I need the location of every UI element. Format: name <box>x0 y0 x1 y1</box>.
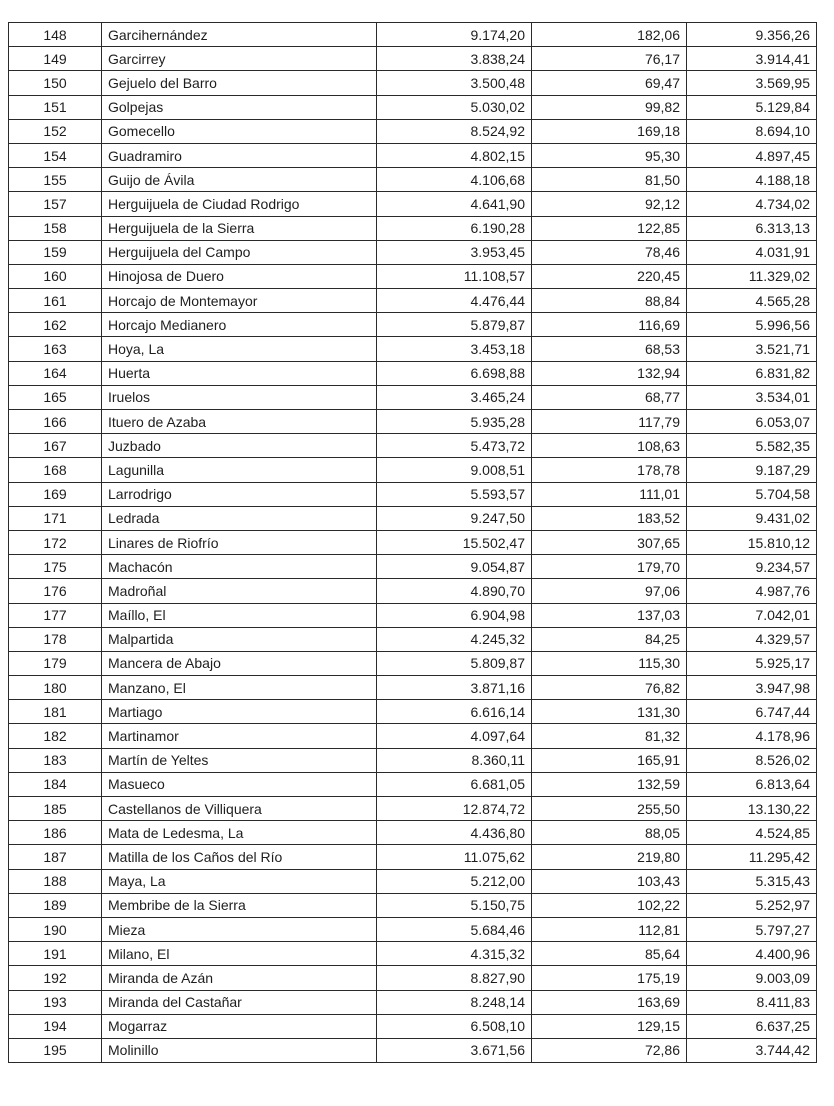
municipality-name-cell: Herguijuela de la Sierra <box>102 216 377 240</box>
table-row <box>9 990 817 1014</box>
amount-cell-2: 165,91 <box>532 748 687 772</box>
municipality-name-cell: Gomecello <box>102 119 377 143</box>
municipality-name-cell: Masueco <box>102 772 377 796</box>
amount-cell-1: 5.593,57 <box>377 482 532 506</box>
amount-total-cell: 4.031,91 <box>687 240 817 264</box>
row-number-cell: 191 <box>9 942 102 966</box>
amount-cell-2: 255,50 <box>532 797 687 821</box>
amount-cell-1: 4.097,64 <box>377 724 532 748</box>
table-row <box>9 385 817 409</box>
amount-cell-2: 76,17 <box>532 47 687 71</box>
amount-cell-2: 183,52 <box>532 506 687 530</box>
table-row <box>9 748 817 772</box>
municipality-name-cell: Hinojosa de Duero <box>102 264 377 288</box>
municipality-name-cell: Miranda del Castañar <box>102 990 377 1014</box>
municipality-name-cell: Maíllo, El <box>102 603 377 627</box>
row-number-cell: 179 <box>9 651 102 675</box>
table-row <box>9 603 817 627</box>
amount-total-cell: 3.744,42 <box>687 1038 817 1062</box>
amount-cell-1: 4.315,32 <box>377 942 532 966</box>
row-number-cell: 154 <box>9 143 102 167</box>
amount-total-cell: 4.400,96 <box>687 942 817 966</box>
amount-cell-2: 97,06 <box>532 579 687 603</box>
amount-cell-2: 116,69 <box>532 313 687 337</box>
amount-cell-2: 76,82 <box>532 676 687 700</box>
amount-cell-1: 4.106,68 <box>377 168 532 192</box>
amount-total-cell: 8.694,10 <box>687 119 817 143</box>
amount-cell-1: 3.465,24 <box>377 385 532 409</box>
row-number-cell: 148 <box>9 23 102 47</box>
municipality-name-cell: Lagunilla <box>102 458 377 482</box>
municipality-name-cell: Iruelos <box>102 385 377 409</box>
amount-cell-2: 99,82 <box>532 95 687 119</box>
municipality-name-cell: Martiago <box>102 700 377 724</box>
table-row <box>9 942 817 966</box>
table-row <box>9 530 817 554</box>
amount-total-cell: 3.569,95 <box>687 71 817 95</box>
row-number-cell: 163 <box>9 337 102 361</box>
municipality-name-cell: Madroñal <box>102 579 377 603</box>
row-number-cell: 177 <box>9 603 102 627</box>
table-row <box>9 917 817 941</box>
row-number-cell: 182 <box>9 724 102 748</box>
municipality-name-cell: Membribe de la Sierra <box>102 893 377 917</box>
table-row <box>9 95 817 119</box>
amount-cell-1: 8.827,90 <box>377 966 532 990</box>
amount-cell-1: 3.953,45 <box>377 240 532 264</box>
table-row <box>9 893 817 917</box>
amount-cell-2: 95,30 <box>532 143 687 167</box>
amount-cell-2: 179,70 <box>532 555 687 579</box>
amount-total-cell: 4.329,57 <box>687 627 817 651</box>
row-number-cell: 159 <box>9 240 102 264</box>
municipality-name-cell: Mogarraz <box>102 1014 377 1038</box>
amount-cell-1: 8.248,14 <box>377 990 532 1014</box>
municipality-name-cell: Larrodrigo <box>102 482 377 506</box>
row-number-cell: 151 <box>9 95 102 119</box>
amount-cell-2: 102,22 <box>532 893 687 917</box>
amount-cell-2: 84,25 <box>532 627 687 651</box>
municipality-name-cell: Martinamor <box>102 724 377 748</box>
amount-total-cell: 9.356,26 <box>687 23 817 47</box>
table-row <box>9 1014 817 1038</box>
municipality-name-cell: Castellanos de Villiquera <box>102 797 377 821</box>
row-number-cell: 167 <box>9 434 102 458</box>
table-row <box>9 458 817 482</box>
amount-cell-2: 163,69 <box>532 990 687 1014</box>
amount-total-cell: 4.734,02 <box>687 192 817 216</box>
table-row <box>9 627 817 651</box>
amount-cell-1: 6.616,14 <box>377 700 532 724</box>
amount-total-cell: 4.565,28 <box>687 289 817 313</box>
municipality-name-cell: Hoya, La <box>102 337 377 361</box>
municipality-name-cell: Matilla de los Caños del Río <box>102 845 377 869</box>
amount-cell-2: 69,47 <box>532 71 687 95</box>
amount-total-cell: 5.704,58 <box>687 482 817 506</box>
row-number-cell: 192 <box>9 966 102 990</box>
amount-cell-1: 3.500,48 <box>377 71 532 95</box>
table-row <box>9 289 817 313</box>
amount-total-cell: 6.313,13 <box>687 216 817 240</box>
amount-cell-1: 3.838,24 <box>377 47 532 71</box>
amount-cell-1: 4.476,44 <box>377 289 532 313</box>
amount-cell-1: 5.809,87 <box>377 651 532 675</box>
amount-total-cell: 11.329,02 <box>687 264 817 288</box>
table-row <box>9 966 817 990</box>
row-number-cell: 193 <box>9 990 102 1014</box>
table-row <box>9 579 817 603</box>
row-number-cell: 160 <box>9 264 102 288</box>
amount-cell-2: 137,03 <box>532 603 687 627</box>
row-number-cell: 180 <box>9 676 102 700</box>
amount-cell-2: 117,79 <box>532 410 687 434</box>
table-row <box>9 700 817 724</box>
row-number-cell: 165 <box>9 385 102 409</box>
row-number-cell: 195 <box>9 1038 102 1062</box>
amount-total-cell: 4.524,85 <box>687 821 817 845</box>
table-row <box>9 264 817 288</box>
amount-total-cell: 3.521,71 <box>687 337 817 361</box>
table-row <box>9 71 817 95</box>
municipality-table <box>8 22 817 1063</box>
municipality-name-cell: Herguijuela de Ciudad Rodrigo <box>102 192 377 216</box>
table-row <box>9 772 817 796</box>
amount-total-cell: 15.810,12 <box>687 530 817 554</box>
row-number-cell: 186 <box>9 821 102 845</box>
row-number-cell: 187 <box>9 845 102 869</box>
row-number-cell: 183 <box>9 748 102 772</box>
municipality-name-cell: Ledrada <box>102 506 377 530</box>
row-number-cell: 172 <box>9 530 102 554</box>
municipality-name-cell: Martín de Yeltes <box>102 748 377 772</box>
amount-cell-1: 4.436,80 <box>377 821 532 845</box>
municipality-name-cell: Milano, El <box>102 942 377 966</box>
amount-total-cell: 5.925,17 <box>687 651 817 675</box>
amount-cell-2: 220,45 <box>532 264 687 288</box>
amount-total-cell: 5.315,43 <box>687 869 817 893</box>
table-row <box>9 23 817 47</box>
amount-cell-2: 92,12 <box>532 192 687 216</box>
amount-total-cell: 9.234,57 <box>687 555 817 579</box>
amount-total-cell: 4.897,45 <box>687 143 817 167</box>
amount-total-cell: 4.178,96 <box>687 724 817 748</box>
row-number-cell: 188 <box>9 869 102 893</box>
amount-cell-2: 219,80 <box>532 845 687 869</box>
table-row <box>9 821 817 845</box>
row-number-cell: 164 <box>9 361 102 385</box>
table-row <box>9 47 817 71</box>
amount-cell-2: 108,63 <box>532 434 687 458</box>
row-number-cell: 190 <box>9 917 102 941</box>
amount-cell-2: 81,50 <box>532 168 687 192</box>
table-row <box>9 797 817 821</box>
municipality-name-cell: Molinillo <box>102 1038 377 1062</box>
amount-cell-1: 3.671,56 <box>377 1038 532 1062</box>
amount-total-cell: 4.188,18 <box>687 168 817 192</box>
amount-total-cell: 4.987,76 <box>687 579 817 603</box>
amount-cell-2: 122,85 <box>532 216 687 240</box>
amount-total-cell: 3.947,98 <box>687 676 817 700</box>
municipality-name-cell: Machacón <box>102 555 377 579</box>
amount-cell-1: 9.247,50 <box>377 506 532 530</box>
row-number-cell: 175 <box>9 555 102 579</box>
row-number-cell: 158 <box>9 216 102 240</box>
municipality-name-cell: Juzbado <box>102 434 377 458</box>
table-row <box>9 676 817 700</box>
amount-cell-2: 175,19 <box>532 966 687 990</box>
municipality-name-cell: Guadramiro <box>102 143 377 167</box>
row-number-cell: 162 <box>9 313 102 337</box>
municipality-name-cell: Gejuelo del Barro <box>102 71 377 95</box>
amount-cell-1: 4.641,90 <box>377 192 532 216</box>
amount-cell-1: 5.473,72 <box>377 434 532 458</box>
amount-total-cell: 11.295,42 <box>687 845 817 869</box>
amount-total-cell: 13.130,22 <box>687 797 817 821</box>
row-number-cell: 157 <box>9 192 102 216</box>
municipality-name-cell: Huerta <box>102 361 377 385</box>
amount-cell-1: 5.150,75 <box>377 893 532 917</box>
municipality-name-cell: Manzano, El <box>102 676 377 700</box>
amount-total-cell: 6.831,82 <box>687 361 817 385</box>
amount-cell-2: 72,86 <box>532 1038 687 1062</box>
municipality-name-cell: Ituero de Azaba <box>102 410 377 434</box>
amount-cell-2: 103,43 <box>532 869 687 893</box>
amount-cell-1: 12.874,72 <box>377 797 532 821</box>
table-row <box>9 845 817 869</box>
municipality-name-cell: Linares de Riofrío <box>102 530 377 554</box>
municipality-name-cell: Malpartida <box>102 627 377 651</box>
amount-cell-1: 4.890,70 <box>377 579 532 603</box>
amount-cell-1: 6.508,10 <box>377 1014 532 1038</box>
amount-cell-1: 6.698,88 <box>377 361 532 385</box>
table-row <box>9 361 817 385</box>
table-row <box>9 313 817 337</box>
row-number-cell: 155 <box>9 168 102 192</box>
amount-total-cell: 9.003,09 <box>687 966 817 990</box>
row-number-cell: 178 <box>9 627 102 651</box>
amount-cell-1: 5.030,02 <box>377 95 532 119</box>
amount-cell-1: 4.245,32 <box>377 627 532 651</box>
amount-cell-2: 88,05 <box>532 821 687 845</box>
table-row <box>9 119 817 143</box>
amount-cell-2: 132,59 <box>532 772 687 796</box>
table-row <box>9 434 817 458</box>
row-number-cell: 166 <box>9 410 102 434</box>
amount-total-cell: 8.411,83 <box>687 990 817 1014</box>
amount-cell-1: 8.524,92 <box>377 119 532 143</box>
municipality-name-cell: Mieza <box>102 917 377 941</box>
row-number-cell: 171 <box>9 506 102 530</box>
row-number-cell: 161 <box>9 289 102 313</box>
amount-cell-1: 3.453,18 <box>377 337 532 361</box>
table-body <box>9 23 817 1063</box>
municipality-name-cell: Horcajo Medianero <box>102 313 377 337</box>
amount-cell-1: 4.802,15 <box>377 143 532 167</box>
amount-cell-1: 9.008,51 <box>377 458 532 482</box>
amount-cell-1: 9.054,87 <box>377 555 532 579</box>
table-row <box>9 555 817 579</box>
amount-cell-1: 6.190,28 <box>377 216 532 240</box>
amount-total-cell: 9.187,29 <box>687 458 817 482</box>
amount-total-cell: 5.252,97 <box>687 893 817 917</box>
amount-cell-2: 307,65 <box>532 530 687 554</box>
amount-cell-1: 9.174,20 <box>377 23 532 47</box>
amount-cell-1: 11.108,57 <box>377 264 532 288</box>
amount-cell-1: 8.360,11 <box>377 748 532 772</box>
municipality-name-cell: Horcajo de Montemayor <box>102 289 377 313</box>
row-number-cell: 194 <box>9 1014 102 1038</box>
amount-cell-1: 5.212,00 <box>377 869 532 893</box>
municipality-name-cell: Mata de Ledesma, La <box>102 821 377 845</box>
amount-cell-1: 15.502,47 <box>377 530 532 554</box>
table-row <box>9 337 817 361</box>
municipality-name-cell: Guijo de Ávila <box>102 168 377 192</box>
amount-cell-2: 88,84 <box>532 289 687 313</box>
amount-total-cell: 6.747,44 <box>687 700 817 724</box>
amount-cell-2: 178,78 <box>532 458 687 482</box>
amount-cell-2: 68,77 <box>532 385 687 409</box>
municipality-name-cell: Mancera de Abajo <box>102 651 377 675</box>
amount-cell-1: 6.681,05 <box>377 772 532 796</box>
table-row <box>9 1038 817 1062</box>
table-row <box>9 192 817 216</box>
table-row <box>9 410 817 434</box>
row-number-cell: 181 <box>9 700 102 724</box>
amount-cell-1: 5.684,46 <box>377 917 532 941</box>
row-number-cell: 149 <box>9 47 102 71</box>
row-number-cell: 176 <box>9 579 102 603</box>
row-number-cell: 150 <box>9 71 102 95</box>
amount-total-cell: 6.053,07 <box>687 410 817 434</box>
amount-cell-1: 5.935,28 <box>377 410 532 434</box>
table-row <box>9 143 817 167</box>
amount-total-cell: 5.797,27 <box>687 917 817 941</box>
amount-cell-2: 169,18 <box>532 119 687 143</box>
row-number-cell: 168 <box>9 458 102 482</box>
amount-total-cell: 3.534,01 <box>687 385 817 409</box>
table-row <box>9 869 817 893</box>
amount-total-cell: 9.431,02 <box>687 506 817 530</box>
amount-cell-2: 131,30 <box>532 700 687 724</box>
row-number-cell: 152 <box>9 119 102 143</box>
row-number-cell: 169 <box>9 482 102 506</box>
amount-cell-1: 3.871,16 <box>377 676 532 700</box>
municipality-name-cell: Golpejas <box>102 95 377 119</box>
amount-cell-2: 68,53 <box>532 337 687 361</box>
amount-cell-2: 129,15 <box>532 1014 687 1038</box>
table-row <box>9 240 817 264</box>
municipality-name-cell: Garcihernández <box>102 23 377 47</box>
amount-total-cell: 7.042,01 <box>687 603 817 627</box>
municipality-name-cell: Herguijuela del Campo <box>102 240 377 264</box>
amount-cell-2: 85,64 <box>532 942 687 966</box>
amount-cell-1: 6.904,98 <box>377 603 532 627</box>
amount-cell-2: 111,01 <box>532 482 687 506</box>
amount-cell-2: 112,81 <box>532 917 687 941</box>
amount-total-cell: 5.129,84 <box>687 95 817 119</box>
amount-cell-2: 115,30 <box>532 651 687 675</box>
amount-total-cell: 3.914,41 <box>687 47 817 71</box>
table-row <box>9 216 817 240</box>
amount-total-cell: 6.637,25 <box>687 1014 817 1038</box>
row-number-cell: 184 <box>9 772 102 796</box>
amount-total-cell: 5.996,56 <box>687 313 817 337</box>
table-row <box>9 168 817 192</box>
amount-total-cell: 6.813,64 <box>687 772 817 796</box>
table-row <box>9 651 817 675</box>
table-row <box>9 506 817 530</box>
municipality-name-cell: Garcirrey <box>102 47 377 71</box>
amount-total-cell: 8.526,02 <box>687 748 817 772</box>
municipality-name-cell: Miranda de Azán <box>102 966 377 990</box>
amount-cell-1: 5.879,87 <box>377 313 532 337</box>
amount-cell-2: 78,46 <box>532 240 687 264</box>
amount-total-cell: 5.582,35 <box>687 434 817 458</box>
row-number-cell: 189 <box>9 893 102 917</box>
amount-cell-2: 182,06 <box>532 23 687 47</box>
table-row <box>9 482 817 506</box>
row-number-cell: 185 <box>9 797 102 821</box>
amount-cell-2: 81,32 <box>532 724 687 748</box>
amount-cell-2: 132,94 <box>532 361 687 385</box>
municipality-name-cell: Maya, La <box>102 869 377 893</box>
table-row <box>9 724 817 748</box>
amount-cell-1: 11.075,62 <box>377 845 532 869</box>
